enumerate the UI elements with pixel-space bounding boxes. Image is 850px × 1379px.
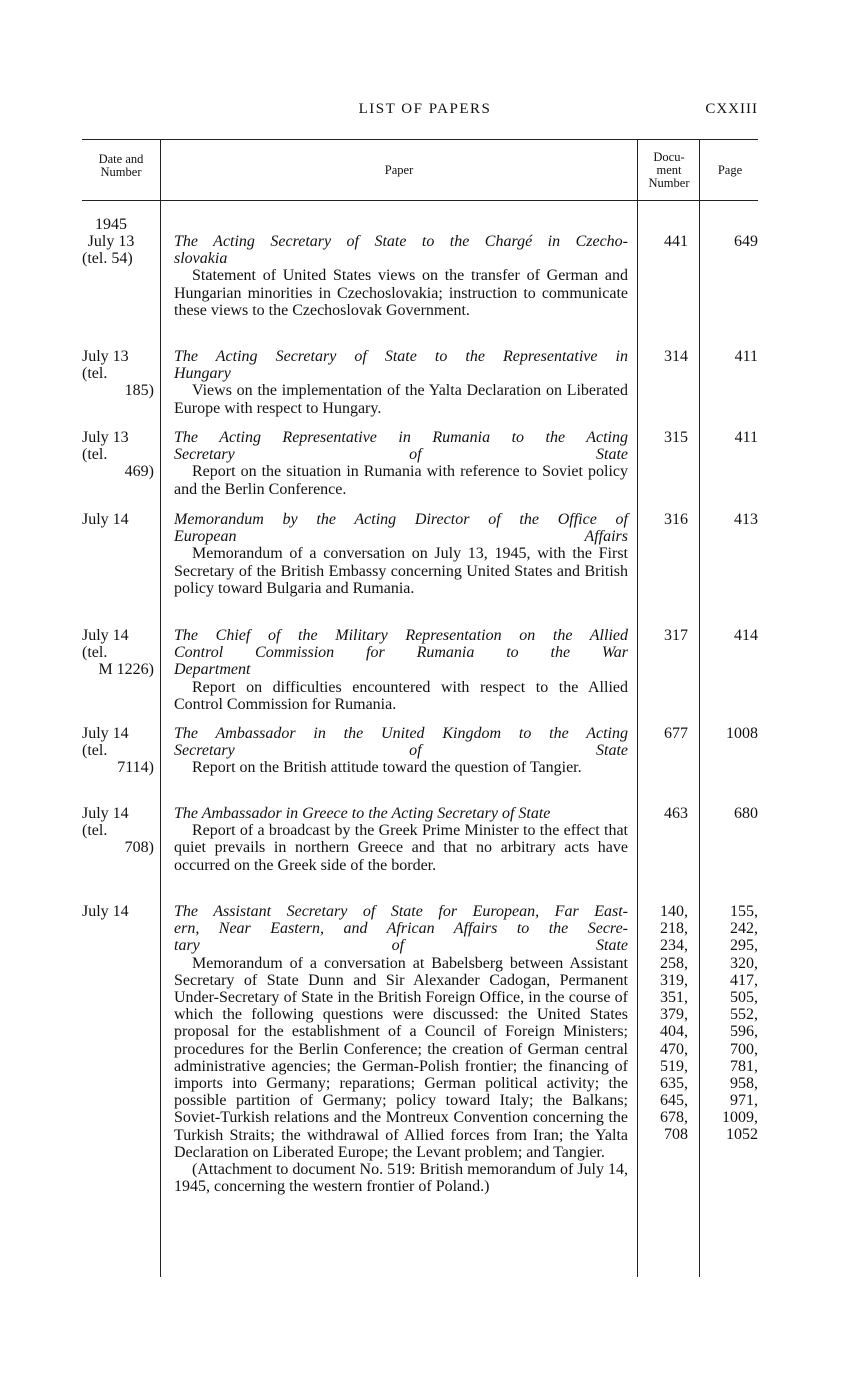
telegram-number-cont: 708) — [124, 839, 154, 856]
title-line: Secretary of State — [174, 446, 628, 464]
entry-title — [174, 233, 628, 267]
page-reference: 971, — [730, 1092, 758, 1110]
date-text: July 13 — [82, 429, 129, 446]
title-line: ern, Near Eastern, and African Affairs to the Secre- — [174, 920, 628, 938]
document-number: 314 — [664, 348, 688, 365]
running-head — [0, 101, 850, 121]
date-text: July 14 — [82, 903, 129, 920]
entry-date — [82, 903, 154, 920]
entry-description: Memorandum of a conversation on July 13, 1945, with the First Secretary of the British Embassy concerning United States and British policy toward Bulgaria and Rumania. — [174, 545, 628, 597]
header-page: Page — [717, 163, 743, 177]
entry-description: Report on difficulties encountered with respect to the Allied Control Commission for Rumania. — [174, 678, 628, 713]
telegram-number: (tel. 54) — [82, 250, 133, 267]
title-line: The Acting Representative in Rumania to the Acting — [174, 429, 628, 446]
entry-paper — [174, 348, 628, 417]
page-reference: 155, — [730, 903, 758, 920]
telegram-number-cont: 7114) — [117, 759, 154, 776]
entry-title — [174, 903, 628, 955]
page-reference: 596, — [730, 1023, 758, 1041]
entry-date — [82, 429, 154, 480]
document-number: 470, — [660, 1040, 688, 1058]
header-doc-line3: Number — [648, 176, 690, 190]
page-reference: 958, — [730, 1074, 758, 1092]
table-top-rule — [82, 139, 758, 140]
entry-date — [82, 511, 154, 528]
header-date-line2: Number — [100, 165, 142, 179]
title-line: European Affairs — [174, 528, 628, 546]
document-number: 635, — [660, 1074, 688, 1092]
page-reference: 413 — [734, 511, 758, 528]
column-divider-paper-doc — [637, 139, 638, 1277]
entry-attachment-note: (Attachment to document No. 519: British memorandum of July 14, 1945, concerning the western frontier of Poland.) — [174, 1161, 628, 1196]
entry-date — [82, 348, 154, 399]
title-line: slovakia — [174, 250, 228, 268]
page-reference: 242, — [730, 920, 758, 938]
running-head-title: LIST OF PAPERS — [358, 101, 492, 117]
title-line: The Chief of the Military Representation on the Allied — [174, 627, 628, 644]
page-reference: 320, — [730, 954, 758, 972]
document-number: 678, — [660, 1109, 688, 1127]
document-number: 315 — [664, 429, 688, 446]
header-bottom-rule — [82, 200, 758, 201]
title-line: The Acting Secretary of State to the Chargé in Czecho- — [174, 233, 628, 250]
title-line: The Acting Secretary of State to the Representative in — [174, 348, 628, 365]
header-document-number — [639, 151, 699, 190]
entry-title — [174, 805, 628, 822]
document-number: 351, — [660, 988, 688, 1006]
document-number: 258, — [660, 954, 688, 972]
page-reference: 781, — [730, 1057, 758, 1075]
entry-description: Views on the implementation of the Yalta Declaration on Liberated Europe with respect to Hungary. — [174, 382, 628, 417]
document-number: 441 — [664, 233, 688, 250]
header-paper: Paper — [384, 163, 414, 177]
page-reference: 295, — [730, 937, 758, 955]
page-reference: 649 — [734, 233, 758, 250]
entry-date — [82, 805, 154, 856]
page-reference: 417, — [730, 971, 758, 989]
entry-title — [174, 627, 628, 679]
page-reference-list — [700, 903, 758, 1144]
date-text: July 13 — [82, 348, 129, 365]
header-date-number — [84, 153, 158, 179]
document-number: 319, — [660, 971, 688, 989]
title-line: Hungary — [174, 365, 231, 383]
telegram-number: (tel. — [82, 822, 108, 839]
page-number: CXXIII — [705, 101, 758, 117]
entry-paper — [174, 805, 628, 874]
entry-title — [174, 348, 628, 382]
page-reference: 1052 — [726, 1126, 758, 1144]
entry-date — [82, 627, 154, 678]
header-doc-line2: ment — [656, 163, 682, 177]
document-number: 234, — [660, 937, 688, 955]
document-number: 316 — [664, 511, 688, 528]
telegram-number: (tel. — [82, 742, 108, 759]
title-line: The Ambassador in the United Kingdom to the Acting — [174, 725, 628, 742]
date-text: July 14 — [82, 511, 129, 528]
entry-date — [82, 233, 154, 267]
year-label: 1945 — [95, 216, 127, 233]
document-number: 404, — [660, 1023, 688, 1041]
title-line: Department — [174, 661, 251, 679]
column-divider-date-paper — [160, 139, 161, 1277]
title-line: Control Commission for Rumania to the War — [174, 644, 628, 662]
title-line: The Assistant Secretary of State for European, Far East- — [174, 903, 628, 920]
document-number: 317 — [664, 627, 688, 644]
entry-paper — [174, 429, 628, 498]
date-text: July 14 — [82, 627, 129, 644]
telegram-number-cont: 185) — [124, 382, 154, 399]
entry-description: Report on the situation in Rumania with reference to Soviet policy and the Berlin Conference. — [174, 463, 628, 498]
document-number-list — [641, 903, 688, 1144]
page-reference: 411 — [734, 348, 758, 365]
telegram-number: (tel. — [82, 446, 108, 463]
entry-description: Memorandum of a conversation at Babelsberg between Assistant Secretary of State Dunn and Sir Alexander Cadogan, Permanent Under-Secretary of State in the British Foreign Office, in the course of which the following questions were discussed: the United States proposal for the establishment of a Council of Foreign Ministers; procedures for the Berlin Conference; the creation of German central administrative agencies; the German-Polish frontier; the financing of imports into Germany; reparations; German political activity; the possible partition of Germany; policy toward Italy; the Balkans; Soviet-Turkish relations and the Montreux Convention concerning the Turkish Straits; the withdrawal of Allied forces from Iran; the Yalta Declaration on Liberated Europe; the Levant problem; and Tangier. — [174, 954, 628, 1161]
document-number: 379, — [660, 1006, 688, 1024]
entry-paper — [174, 511, 628, 597]
page-reference: 700, — [730, 1040, 758, 1058]
document-number: 140, — [660, 903, 688, 920]
entry-description: Report on the British attitude toward the question of Tangier. — [192, 759, 582, 777]
entry-description: Statement of United States views on the transfer of German and Hungarian minorities in Czechoslovakia; instruction to communicate these views to the Czechoslovak Government. — [174, 267, 628, 319]
title-line: Memorandum by the Acting Director of the Office of — [174, 511, 628, 528]
date-text: July 13 — [87, 233, 135, 250]
telegram-number: (tel. — [82, 365, 108, 382]
page-reference: 1009, — [722, 1109, 758, 1127]
telegram-number: (tel. — [82, 644, 108, 661]
document-number: 645, — [660, 1092, 688, 1110]
entry-description: Report of a broadcast by the Greek Prime Minister to the effect that quiet prevails in northern Greece and that no arbitrary acts have occurred on the Greek side of the border. — [174, 822, 628, 874]
telegram-number-cont: 469) — [124, 463, 154, 480]
header-doc-line1: Docu- — [653, 150, 685, 164]
page-reference: 411 — [734, 429, 758, 446]
title-line: The Ambassador in Greece to the Acting Secretary of State — [174, 805, 551, 822]
date-text: July 14 — [82, 725, 129, 742]
entry-title — [174, 725, 628, 759]
document-number: 519, — [660, 1057, 688, 1075]
entry-paper — [174, 233, 628, 319]
header-date-line1: Date and — [98, 152, 144, 166]
document-number: 463 — [664, 805, 688, 822]
document-number: 218, — [660, 920, 688, 938]
entry-paper — [174, 725, 628, 777]
page-reference: 1008 — [726, 725, 758, 742]
page-reference: 552, — [730, 1006, 758, 1024]
page-reference: 680 — [734, 805, 758, 822]
entry-title — [174, 511, 628, 545]
entry-paper — [174, 627, 628, 713]
date-text: July 14 — [82, 805, 129, 822]
page-reference: 414 — [734, 627, 758, 644]
entry-paper — [174, 903, 628, 1195]
document-number: 708 — [664, 1126, 688, 1144]
telegram-number-cont: M 1226) — [98, 661, 154, 678]
entry-title — [174, 429, 628, 463]
title-line: Secretary of State — [174, 742, 628, 760]
document-number: 677 — [664, 725, 688, 742]
title-line: tary of State — [174, 937, 628, 955]
page-reference: 505, — [730, 988, 758, 1006]
entry-date — [82, 725, 154, 776]
